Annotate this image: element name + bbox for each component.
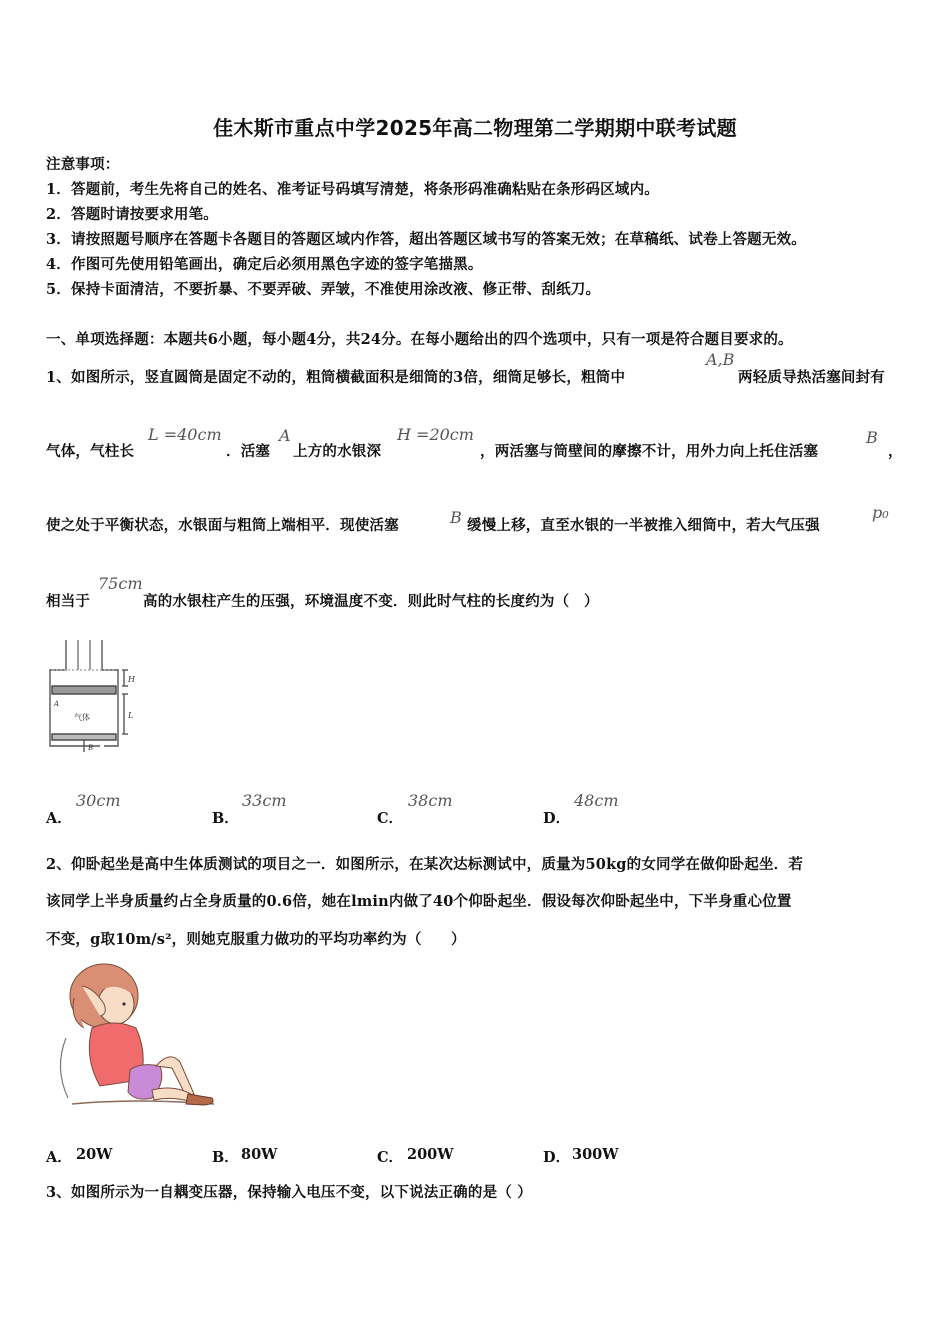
page-title: 佳木斯市重点中学2025年高二物理第二学期期中联考试题 xyxy=(213,116,737,140)
q1-option-label: A． xyxy=(46,810,72,827)
q1-text: 上方的水银深 xyxy=(293,443,382,460)
q2-option-label: B． xyxy=(212,1149,239,1166)
q1-option-value: 30cm xyxy=(76,791,121,810)
q1-text: ，两活塞与筒壁间的摩擦不计，用外力向上托住活塞 xyxy=(480,443,819,460)
q2-option-value: 80W xyxy=(241,1146,278,1163)
notice-item: 4．作图可先使用铅笔画出，确定后必须用黑色字迹的签字笔描黑。 xyxy=(46,256,483,273)
q1-text: 相当于 xyxy=(46,593,91,610)
q2-option-value: 300W xyxy=(572,1146,619,1163)
q1-math: A xyxy=(279,426,291,445)
q1-math: A,B xyxy=(706,350,735,369)
q1-math: 75cm xyxy=(98,574,143,593)
q1-option-value: 33cm xyxy=(242,791,287,810)
q1-math: L =40cm xyxy=(148,425,222,444)
q3-text: 3、如图所示为一自耦变压器，保持输入电压不变，以下说法正确的是（ ） xyxy=(46,1184,532,1201)
q1-text: 1、如图所示，竖直圆筒是固定不动的，粗筒横截面积是细筒的3倍，细筒足够长，粗筒中 xyxy=(46,369,626,386)
q1-option-label: B． xyxy=(212,810,239,827)
q1-option-label: D． xyxy=(543,810,571,827)
q1-text: 缓慢上移，直至水银的一半被推入细筒中，若大气压强 xyxy=(467,517,820,534)
q2-option-label: D． xyxy=(543,1149,571,1166)
q1-math: H =20cm xyxy=(397,425,474,444)
q1-option-label: C． xyxy=(377,810,404,827)
q2-option-label: A． xyxy=(46,1149,72,1166)
q2-option-value: 200W xyxy=(407,1146,454,1163)
label-b: B xyxy=(88,744,94,752)
q2-text: 该同学上半身质量约占全身质量的0.6倍，她在lmin内做了40个仰卧起坐．假设每次仰卧起坐中，下半身重心位置 xyxy=(46,893,792,910)
q2-option-value: 20W xyxy=(76,1146,113,1163)
q1-text: 两轻质导热活塞间封有 xyxy=(738,369,885,386)
q1-math: p₀ xyxy=(872,503,889,522)
q1-math: B xyxy=(450,508,462,527)
q1-text: ．活塞 xyxy=(226,443,271,460)
notice-item: 1．答题前，考生先将自己的姓名、准考证号码填写清楚，将条形码准确粘贴在条形码区域内。 xyxy=(46,181,659,198)
situp-illustration xyxy=(44,958,224,1114)
q1-option-value: 48cm xyxy=(574,791,619,810)
q2-text: 不变，g取10m/s²，则她克服重力做功的平均功率约为（ ） xyxy=(46,931,466,948)
notice-item: 2．答题时请按要求用笔。 xyxy=(46,206,218,223)
notice-item: 3．请按照题号顺序在答题卡各题目的答题区域内作答，超出答题区域书写的答案无效；在草稿纸、试卷上答题无效。 xyxy=(46,231,806,248)
label-l: L xyxy=(128,711,134,720)
label-gas: 气体 xyxy=(74,713,90,722)
q1-text: ， xyxy=(888,443,903,460)
q1-text: 气体，气柱长 xyxy=(46,443,135,460)
cylinder-diagram xyxy=(44,636,144,754)
label-h: H xyxy=(128,675,135,684)
notice-item: 5．保持卡面清洁，不要折暴、不要弄破、弄皱，不准使用涂改液、修正带、刮纸刀。 xyxy=(46,281,601,298)
section-heading: 一、单项选择题：本题共6小题，每小题4分，共24分。在每小题给出的四个选项中，只有一项是符合题目要求的。 xyxy=(46,331,793,348)
label-a: A xyxy=(54,700,60,708)
q1-text: 使之处于平衡状态，水银面与粗筒上端相平．现使活塞 xyxy=(46,517,399,534)
notice-heading: 注意事项： xyxy=(46,156,120,173)
q2-text: 2、仰卧起坐是高中生体质测试的项目之一．如图所示，在某次达标测试中，质量为50kg的女同学在做仰卧起坐．若 xyxy=(46,856,804,873)
q1-text: 高的水银柱产生的压强，环境温度不变．则此时气柱的长度约为（ ） xyxy=(143,593,599,610)
q2-option-label: C． xyxy=(377,1149,404,1166)
q1-option-value: 38cm xyxy=(408,791,453,810)
q1-math: B xyxy=(866,428,878,447)
